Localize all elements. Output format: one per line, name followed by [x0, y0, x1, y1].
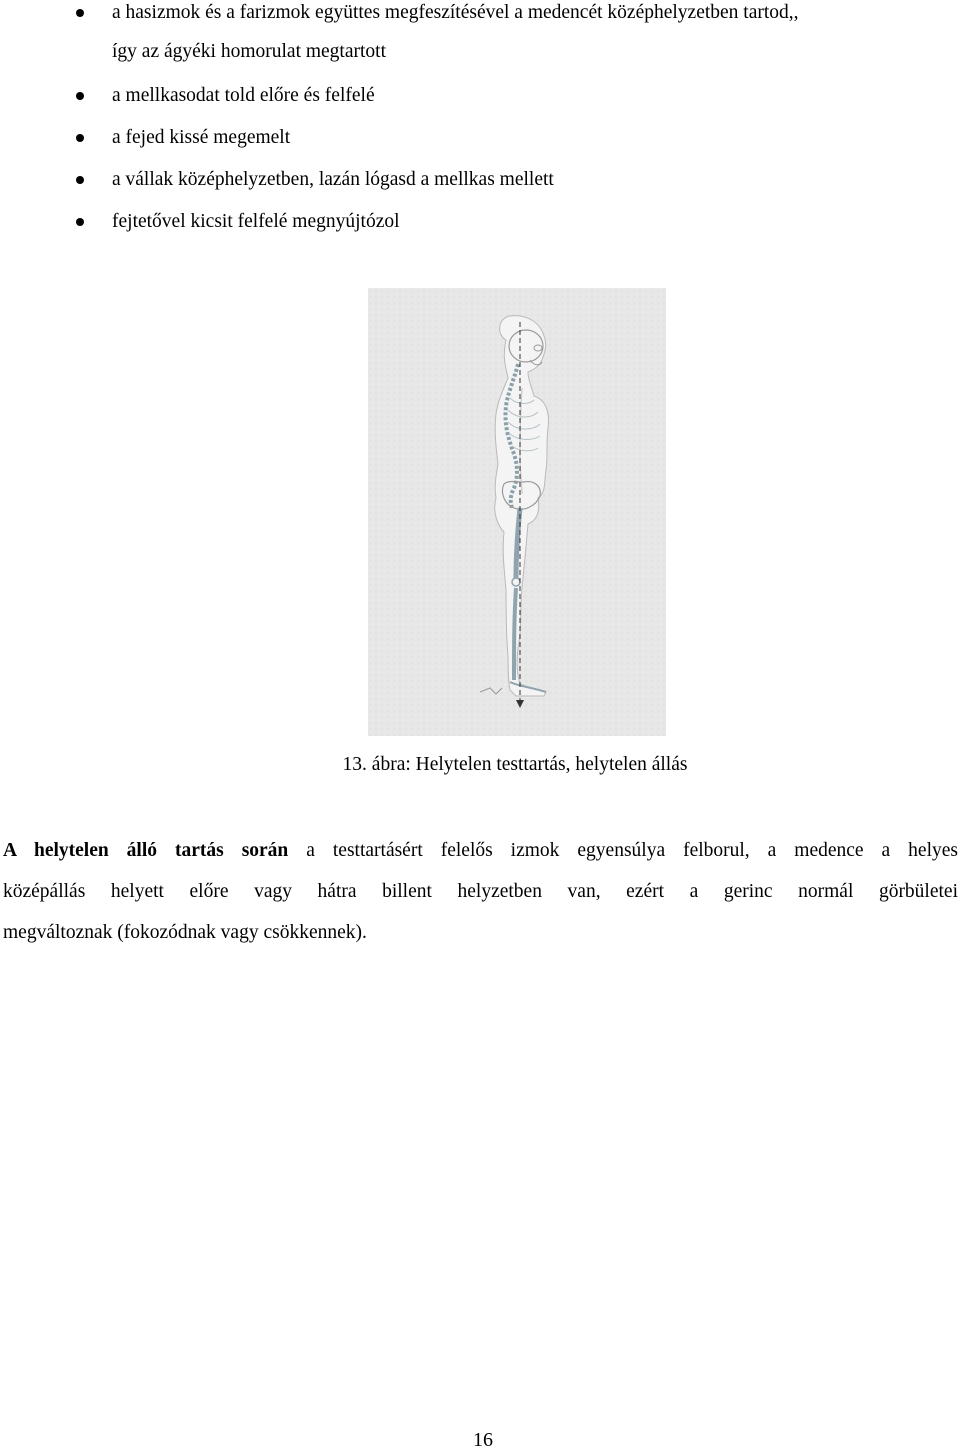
page-number: 16 [473, 1429, 493, 1451]
paragraph-line: középállás helyett előre vagy hátra billent helyzetben van, ezért a gerinc normál görbületei [3, 881, 958, 902]
posture-illustration [368, 288, 666, 736]
bullet-dot-icon [76, 9, 84, 17]
bullet-text: a hasizmok és a farizmok együttes megfeszítésével a medencét középhelyzetben tartod,, [112, 2, 799, 23]
figure-caption: 13. ábra: Helytelen testtartás, helytelen állás [342, 754, 688, 775]
paragraph-line [3, 830, 958, 871]
skeleton-side-view-image [368, 288, 666, 736]
body-paragraph [3, 830, 958, 953]
bullet-text: a fejed kissé megemelt [112, 127, 291, 148]
bullet-dot-icon [76, 176, 84, 184]
paragraph-line-text: a testtartásért felelős izmok egyensúlya felborul, a medence a helyes [288, 840, 958, 861]
bullet-dot-icon [76, 92, 84, 100]
bold-lead: A helytelen álló tartás során [3, 840, 289, 861]
bullet-dot-icon [76, 218, 84, 226]
bullet-dot-icon [76, 134, 84, 142]
bullet-text: fejtetővel kicsit felfelé megnyújtózol [112, 211, 400, 232]
bullet-text: a vállak középhelyzetben, lazán lógasd a mellkas mellett [112, 169, 554, 190]
paragraph-line: megváltoznak (fokozódnak vagy csökkennek). [3, 922, 367, 943]
bullet-text: a mellkasodat told előre és felfelé [112, 85, 375, 106]
bullet-text-continuation: így az ágyéki homorulat megtartott [112, 41, 386, 62]
